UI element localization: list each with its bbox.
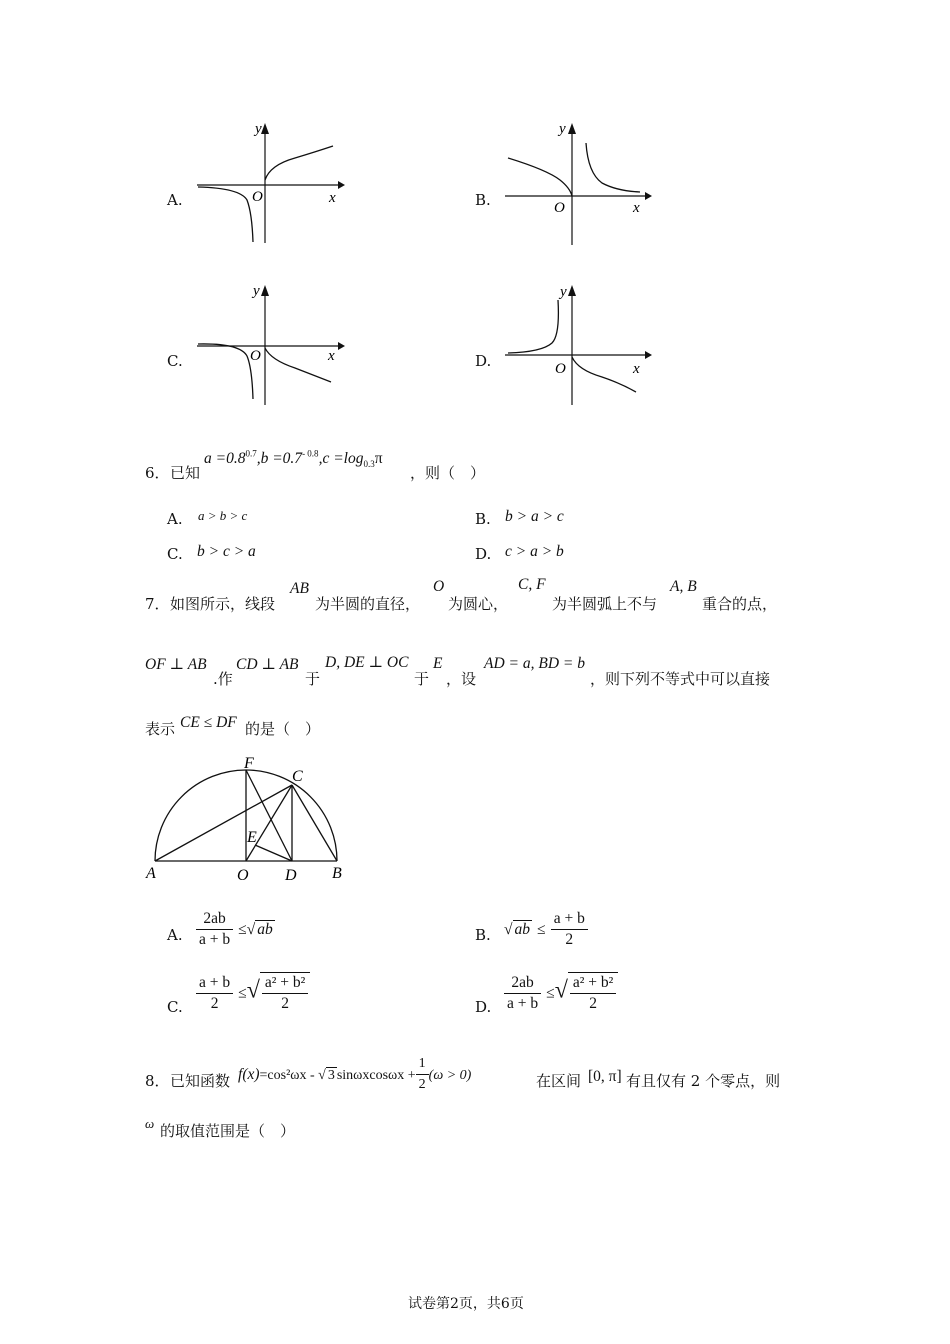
- q6-option-a-text: a > b > c: [198, 508, 248, 523]
- q7-text-8: 于: [414, 670, 430, 688]
- q8-x: (x): [242, 1066, 260, 1083]
- x-label: x: [633, 200, 640, 216]
- q7-text-3: 为圆心，: [448, 595, 509, 613]
- fraction-numerator: 2ab: [196, 909, 233, 930]
- q6-option-d-text: c > a > b: [505, 543, 564, 560]
- q6-formula: [204, 448, 383, 469]
- q5-graph-c: [195, 280, 345, 410]
- origin-label: O: [250, 348, 261, 364]
- q7-semicircle-figure: [140, 748, 355, 888]
- q7-text-6: .作: [213, 670, 233, 688]
- point-a-label: A: [146, 865, 156, 882]
- fraction-denominator: a + b: [199, 931, 231, 948]
- q7-math-of: OF ⊥ AB: [145, 656, 207, 673]
- q6-a-part: a =0.8: [204, 450, 246, 467]
- sqrt-content: ab: [257, 921, 273, 938]
- point-f-label: F: [244, 755, 254, 772]
- q6-c-part: ,c =log: [318, 450, 364, 467]
- fraction-numerator: 1: [416, 1054, 429, 1075]
- q7-text-9: ，设: [446, 670, 477, 688]
- y-label: y: [253, 283, 260, 299]
- relation-sign: ≤: [546, 984, 555, 1002]
- point-o-label: O: [237, 867, 249, 884]
- q7-math-cd: CD ⊥ AB: [236, 656, 299, 673]
- q8-lead: 已知函数: [170, 1072, 231, 1090]
- fraction-denominator: 2: [418, 1077, 426, 1092]
- q6-a-exp: 0.7: [245, 448, 257, 459]
- fraction-denominator: 2: [281, 995, 289, 1012]
- q7-text-2: 为半圆的直径，: [315, 595, 421, 613]
- q7-option-c-expr: $\frac{a + b}{2}$ ≤√ $\frac{\text{a² + b²}}{2}$: [196, 972, 310, 1014]
- q7-number: 7．: [145, 595, 170, 613]
- q6-b-part: ,b =0.7: [256, 450, 303, 467]
- x-label: x: [328, 348, 335, 364]
- point-b-label: B: [332, 865, 342, 882]
- origin-label: O: [554, 200, 565, 216]
- q8-text-1: 在区间: [536, 1072, 582, 1090]
- q6-option-b-text: b > a > c: [505, 508, 564, 525]
- q6-b-exp: - 0.8: [302, 448, 319, 459]
- fraction-numerator: a + b: [551, 909, 588, 930]
- y-label: y: [255, 121, 262, 137]
- q6-option-d-label: D.: [475, 545, 492, 563]
- q7-text-10: ，则下列不等式中可以直接: [590, 670, 771, 688]
- q6-c-sub: 0.3: [363, 459, 375, 470]
- q8-text-2: 有且仅有 2 个零点，则: [626, 1072, 781, 1090]
- q7-text-11: 表示: [145, 720, 176, 738]
- q6-option-a-label: A.: [167, 510, 183, 528]
- q7-text-12: 的是（ ）: [245, 720, 321, 738]
- q8-function-expr: f(x)=cos²ωx - √ 3 sinωxcosωx + $\frac{1}{2}$ (ω > 0): [238, 1054, 471, 1095]
- q7-math-ab: AB: [290, 580, 309, 597]
- origin-label: O: [555, 361, 566, 377]
- fraction-denominator: 2: [565, 931, 574, 948]
- q7-math-de: D, DE ⊥ OC: [325, 654, 409, 671]
- q5-graph-b: [502, 118, 652, 248]
- fraction-numerator: a + b: [196, 973, 233, 994]
- relation-sign: ≤: [238, 984, 247, 1002]
- point-e-label: E: [247, 829, 257, 846]
- q7-math-e: E: [433, 655, 443, 672]
- fraction-denominator: a + b: [507, 994, 539, 1012]
- q7-option-d-label: D.: [475, 998, 492, 1016]
- y-label: y: [559, 121, 566, 137]
- q5-graph-d: [502, 280, 652, 410]
- x-label: x: [329, 190, 336, 206]
- q8-number: 8．: [145, 1072, 170, 1090]
- q7-math-o: O: [433, 578, 445, 595]
- q6-lead: 已知: [170, 464, 201, 482]
- fraction-denominator: 2: [589, 995, 597, 1012]
- sqrt-content: ab: [514, 921, 531, 938]
- q7-option-b-expr: √ ab ≤ $\frac{a + b}{2}$: [504, 909, 588, 950]
- fraction-numerator: a² + b²: [262, 973, 308, 994]
- page-footer: 试卷第2页，共6页: [408, 1296, 524, 1312]
- q7-option-a-label: A.: [167, 926, 183, 944]
- q7-option-a-expr: $\frac{2ab}{a + b}$ ≤√ ab: [196, 909, 275, 950]
- q8-cond: (ω > 0): [428, 1068, 472, 1083]
- fraction-numerator: 2ab: [504, 973, 541, 994]
- q7-math-ce: CE ≤ DF: [180, 714, 237, 731]
- q6-option-b-label: B.: [475, 510, 491, 528]
- fraction-numerator: a² + b²: [570, 973, 616, 994]
- relation-sign: ≤: [238, 921, 247, 938]
- q6-tail: ，则（ ）: [410, 464, 486, 482]
- q7-option-b-label: B.: [475, 926, 491, 944]
- q6-c-end: π: [374, 450, 383, 467]
- q8-expr2: sinωxcosωx +: [336, 1068, 416, 1083]
- q8-expr1: =cos²ωx -: [259, 1068, 319, 1083]
- q7-text-7: 于: [305, 670, 321, 688]
- q5-option-a-label: A.: [167, 191, 183, 209]
- fraction-denominator: 2: [210, 994, 219, 1012]
- q6-option-c-label: C.: [167, 545, 183, 563]
- q7-text-4: 为半圆弧上不与: [552, 595, 658, 613]
- q6-option-c-text: b > c > a: [197, 543, 256, 560]
- q7-math-ab2: A, B: [670, 578, 697, 595]
- q8-interval: [0, π]: [588, 1068, 622, 1085]
- q7-text-1: 如图所示，线段: [170, 595, 276, 613]
- y-label: y: [560, 284, 567, 300]
- q5-graph-a: [195, 118, 345, 248]
- point-c-label: C: [292, 768, 303, 785]
- q6-number: 6．: [145, 464, 170, 482]
- origin-label: O: [252, 189, 263, 205]
- q7-option-d-expr: $\frac{2ab}{a + b}$ ≤√ $\frac{\text{a² + b²}}{2}$: [504, 972, 618, 1014]
- q7-math-cf: C, F: [518, 576, 546, 593]
- point-d-label: D: [285, 867, 297, 884]
- q5-option-d-label: D.: [475, 352, 492, 370]
- q7-math-ad: AD = a, BD = b: [484, 655, 585, 672]
- q7-option-c-label: C.: [167, 998, 183, 1016]
- q8-text-3: 的取值范围是（ ）: [160, 1122, 296, 1140]
- q5-option-c-label: C.: [167, 352, 183, 370]
- q8-omega: ω: [145, 1116, 155, 1131]
- q7-text-5: 重合的点，: [702, 595, 778, 613]
- relation-sign: ≤: [537, 921, 546, 938]
- q5-option-b-label: B.: [475, 191, 491, 209]
- q8-f: f: [238, 1066, 243, 1083]
- x-label: x: [633, 361, 640, 377]
- q8-sqrt3: 3: [327, 1068, 335, 1083]
